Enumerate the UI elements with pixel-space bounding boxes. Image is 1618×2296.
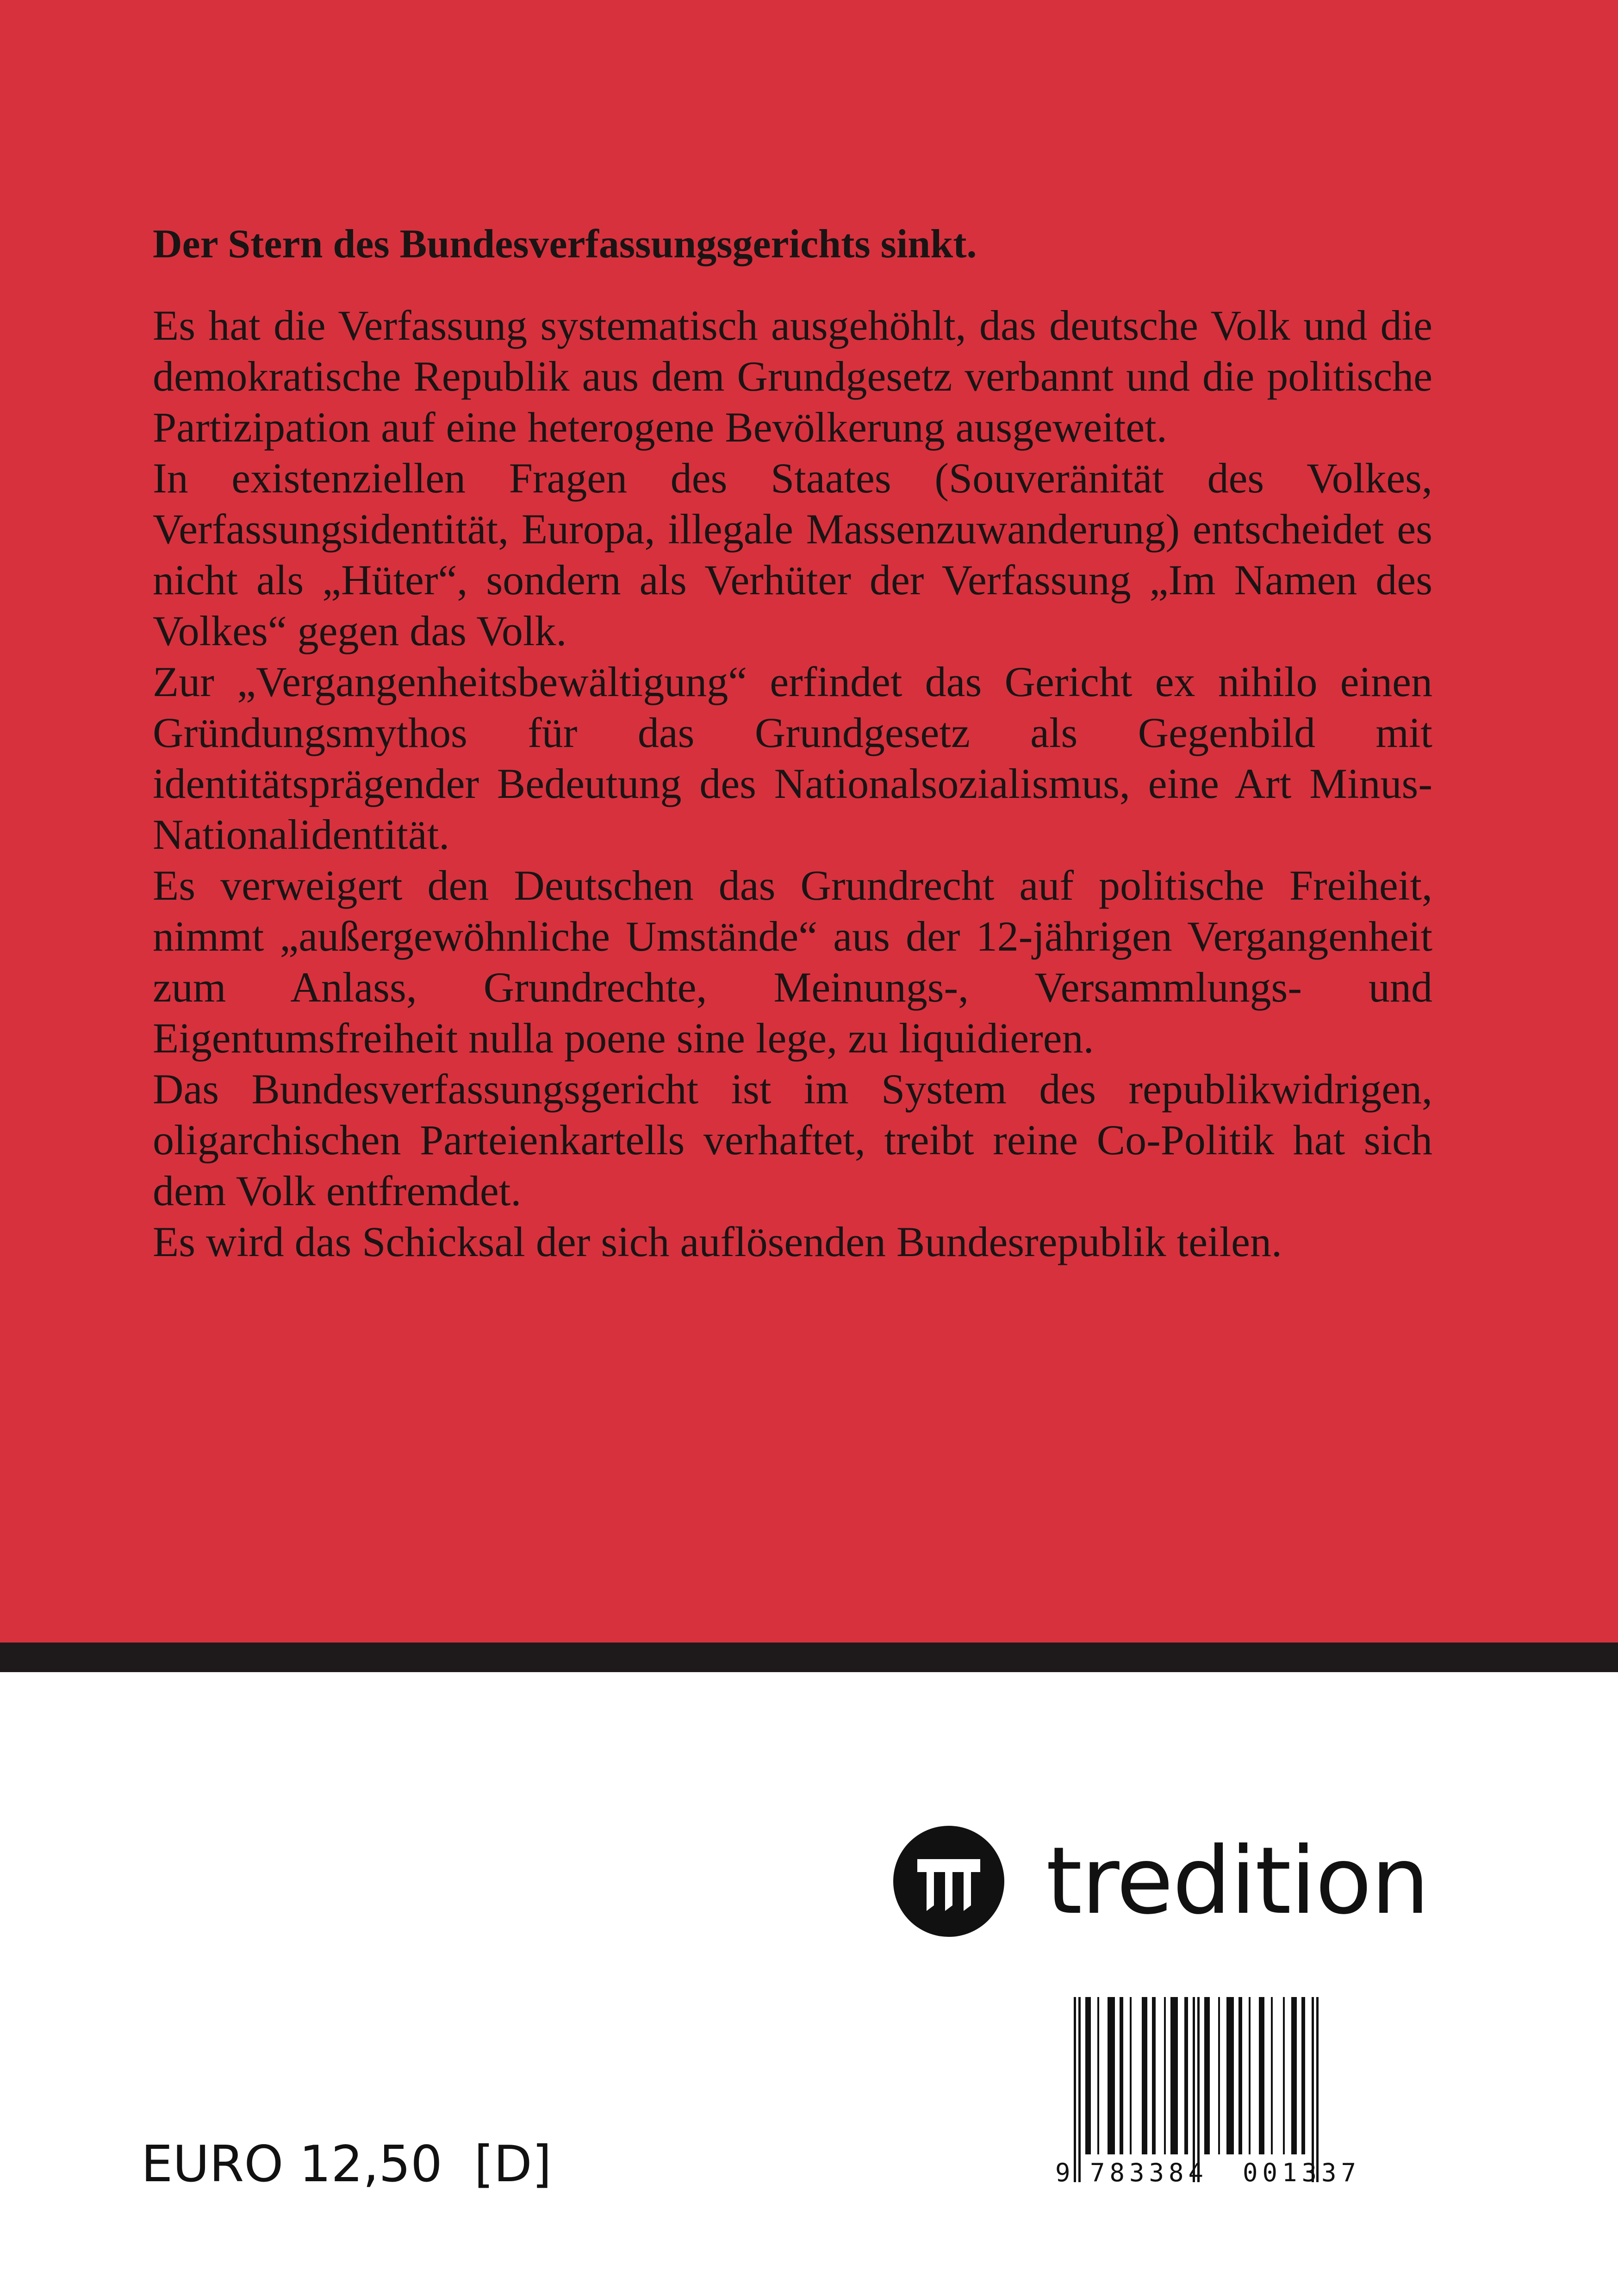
barcode-bar <box>1226 1997 1234 2154</box>
publisher-name: tredition <box>1046 1827 1429 1935</box>
barcode-bar <box>1164 1997 1166 2154</box>
barcode-guard-bar <box>1312 1997 1314 2182</box>
barcode-bar <box>1249 1997 1251 2154</box>
barcode-guard-bar <box>1197 1997 1200 2182</box>
barcode-bar <box>1291 1997 1297 2154</box>
blurb-paragraph: In existenziellen Fragen des Staates (Souveränität des Volkes, Verfassungsidentität, Europa, illegale Massenzuwanderung) entscheidet es nicht als „Hüter“, sondern als Verhüter der Verfassung „Im Namen des Volkes“ gegen das Volk. <box>153 454 1432 654</box>
barcode-bar <box>1184 1997 1188 2154</box>
price-label: EURO 12,50 [D] <box>141 2135 552 2193</box>
divider-band <box>0 1643 1618 1672</box>
barcode-guard-bar <box>1074 1997 1076 2182</box>
barcode-bar <box>1301 1997 1305 2154</box>
barcode-bar <box>1097 1997 1099 2154</box>
barcode-bar <box>1283 1997 1285 2154</box>
barcode-digits-left: 783384 <box>1090 2158 1208 2187</box>
barcode-guard-bar <box>1078 1997 1081 2182</box>
barcode-bar <box>1204 1997 1210 2154</box>
barcode-guard-bar <box>1193 1997 1195 2182</box>
blurb-paragraph: Es wird das Schicksal der sich auflösenden Bundesrepublik teilen. <box>153 1218 1282 1265</box>
barcode-bar <box>1170 1997 1178 2154</box>
barcode-guard-bar <box>1316 1997 1319 2182</box>
barcode-bar <box>1218 1997 1220 2154</box>
tredition-logo-icon <box>893 1826 1004 1937</box>
barcode-bar <box>1152 1997 1156 2154</box>
barcode-bar <box>1259 1997 1264 2154</box>
blurb-paragraph: Das Bundesverfassungsgericht ist im System des republikwidrigen, oligarchischen Parteienkartells verhaftet, treibt reine Co-Politik hat sich dem Volk entfremdet. <box>153 1065 1432 1214</box>
barcode-bar <box>1108 1997 1115 2154</box>
barcode-digits-right: 001337 <box>1243 2158 1361 2187</box>
barcode-bar <box>1085 1997 1091 2154</box>
blurb-paragraph: Es verweigert den Deutschen das Grundrecht auf politische Freiheit, nimmt „außergewöhnliche Umstände“ aus der 12-jährigen Vergangenheit zum Anlass, Grundrechte, Meinungs-, Versammlungs- und Eigentumsfreiheit nulla poene sine lege, zu liquidieren. <box>153 862 1432 1062</box>
barcode-bar <box>1142 1997 1147 2154</box>
barcode-bar <box>1238 1997 1242 2154</box>
barcode-bar <box>1120 1997 1123 2154</box>
barcode-bar <box>1271 1997 1273 2154</box>
blurb-text-block <box>153 217 1432 1267</box>
blurb-paragraph: Zur „Vergangenheitsbewältigung“ erfindet das Gericht ex nihilo einen Gründungsmythos für das Grundgesetz als Gegenbild mit identitätsprägender Bedeutung des Nationalsozialismus, eine Art Minus-Nationalidentität. <box>153 658 1432 858</box>
barcode-bar <box>1130 1997 1132 2154</box>
blurb-paragraph: Es hat die Verfassung systematisch ausgehöhlt, das deutsche Volk und die demokratische Republik aus dem Grundgesetz verbannt und die politische Partizipation auf eine heterogene Bevölkerung ausgeweitet. <box>153 302 1432 451</box>
barcode-digit-first: 9 <box>1055 2158 1070 2187</box>
isbn-barcode <box>1055 1997 1398 2191</box>
publisher-logo <box>893 1826 1435 1937</box>
blurb-headline: Der Stern des Bundesverfassungsgerichts sinkt. <box>153 222 977 267</box>
